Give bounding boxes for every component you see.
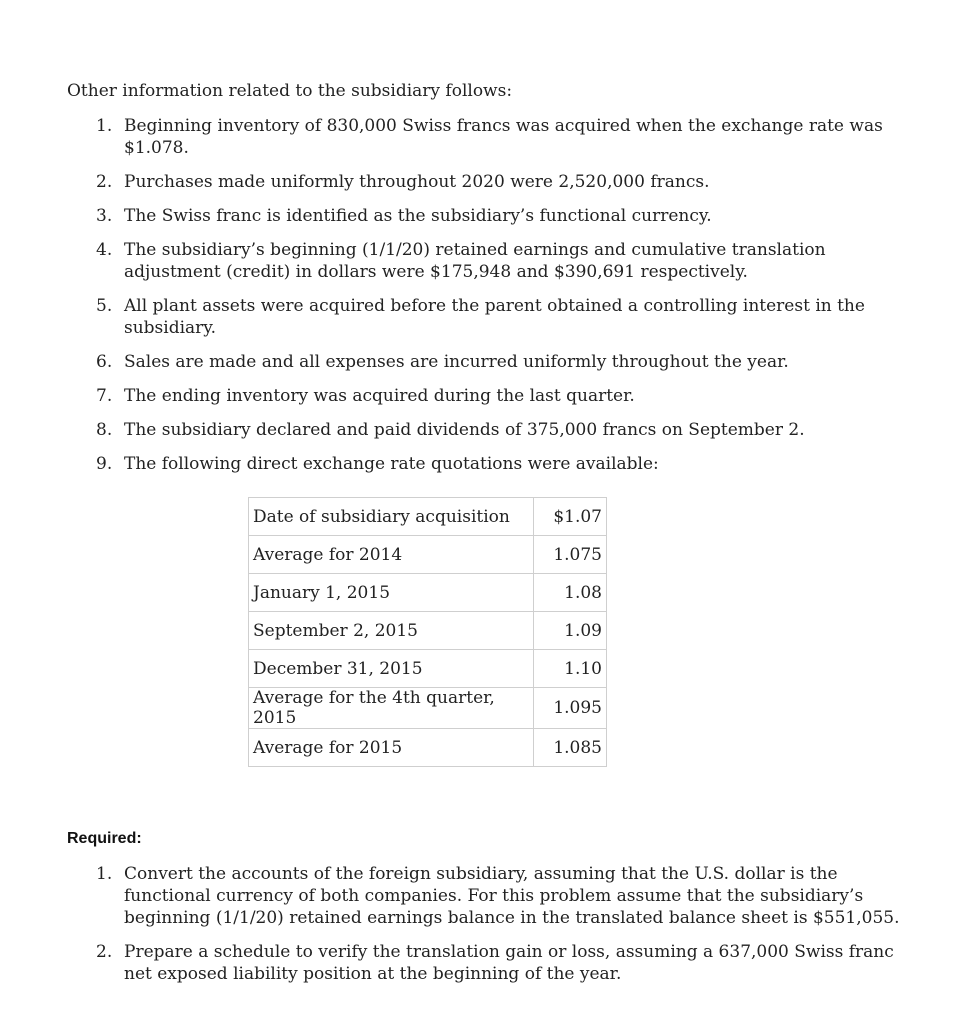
table-row — [249, 536, 607, 574]
table-row — [249, 498, 607, 536]
item-number: 1. — [96, 864, 113, 884]
list-item — [66, 419, 896, 441]
rate-value: 1.08 — [534, 574, 607, 612]
item-text: Convert the accounts of the foreign subsidiary, assuming that the U.S. dollar is the functional currency of both companies. For this problem assume that the subsidiary’s beginning (1/1/20) retained earnings balance in the translated balance sheet is $551,055. — [124, 864, 900, 928]
rate-value: 1.075 — [534, 536, 607, 574]
table-row — [249, 574, 607, 612]
item-text: Beginning inventory of 830,000 Swiss francs was acquired when the exchange rate was $1.078. — [124, 116, 883, 158]
table-row — [249, 729, 607, 767]
list-item — [66, 171, 896, 193]
table-row — [249, 612, 607, 650]
item-number: 6. — [96, 352, 113, 372]
rate-value: 1.10 — [534, 650, 607, 688]
info-list — [66, 115, 896, 487]
item-text: The Swiss franc is identified as the subsidiary’s functional currency. — [124, 206, 712, 226]
item-number: 2. — [96, 942, 113, 962]
rate-label: January 1, 2015 — [249, 574, 534, 612]
rate-label: December 31, 2015 — [249, 650, 534, 688]
rate-label: Average for 2015 — [249, 729, 534, 767]
exchange-rate-table — [248, 497, 607, 767]
item-text: The following direct exchange rate quotations were available: — [124, 454, 659, 474]
item-text: The subsidiary declared and paid dividends of 375,000 francs on September 2. — [124, 420, 805, 440]
list-item — [66, 385, 896, 407]
item-text: The ending inventory was acquired during the last quarter. — [124, 386, 635, 406]
rate-label: September 2, 2015 — [249, 612, 534, 650]
item-text: Purchases made uniformly throughout 2020 were 2,520,000 francs. — [124, 172, 710, 192]
item-text: Prepare a schedule to verify the translation gain or loss, assuming a 637,000 Swiss franc net exposed liability position at the beginning of the year. — [124, 942, 894, 984]
item-number: 3. — [96, 206, 113, 226]
rate-label: Average for the 4th quarter, 2015 — [249, 688, 534, 729]
item-number: 2. — [96, 172, 113, 192]
list-item — [66, 115, 896, 159]
list-item — [66, 295, 896, 339]
item-text: Sales are made and all expenses are incurred uniformly throughout the year. — [124, 352, 789, 372]
item-number: 7. — [96, 386, 113, 406]
item-number: 8. — [96, 420, 113, 440]
list-item — [66, 453, 896, 475]
rate-value: $1.07 — [534, 498, 607, 536]
item-number: 4. — [96, 240, 113, 260]
table-row — [249, 650, 607, 688]
rate-label: Date of subsidiary acquisition — [249, 498, 534, 536]
list-item — [66, 205, 896, 227]
rate-value: 1.085 — [534, 729, 607, 767]
item-number: 9. — [96, 454, 113, 474]
required-heading: Required: — [67, 830, 142, 847]
item-number: 1. — [96, 116, 113, 136]
table-row — [249, 688, 607, 729]
list-item — [66, 239, 896, 283]
list-item — [66, 351, 896, 373]
rate-value: 1.095 — [534, 688, 607, 729]
rate-value: 1.09 — [534, 612, 607, 650]
intro-text: Other information related to the subsidiary follows: — [67, 81, 513, 101]
item-text: The subsidiary’s beginning (1/1/20) retained earnings and cumulative translation adjustment (credit) in dollars were $175,948 and $390,691 respectively. — [124, 240, 826, 282]
rate-label: Average for 2014 — [249, 536, 534, 574]
list-item — [66, 941, 926, 985]
item-number: 5. — [96, 296, 113, 316]
item-text: All plant assets were acquired before the parent obtained a controlling interest in the subsidiary. — [124, 296, 865, 338]
list-item — [66, 863, 926, 929]
required-list — [66, 863, 926, 997]
